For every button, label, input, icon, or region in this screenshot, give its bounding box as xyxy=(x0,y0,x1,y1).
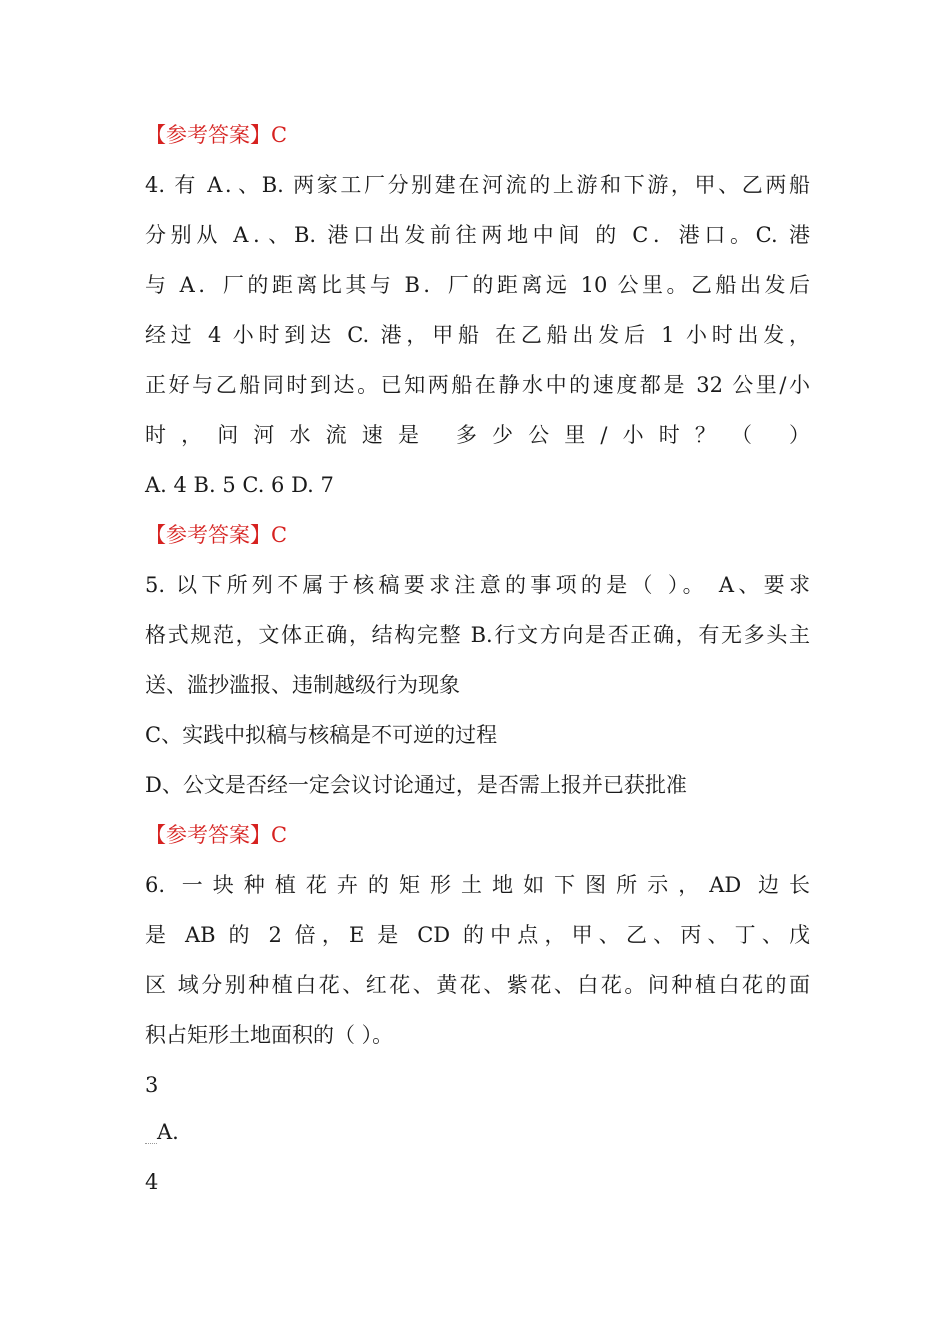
question-5-line: 送、滥抄滥报、违制越级行为现象 xyxy=(145,673,460,697)
question-5-option-c: C、实践中拟稿与核稿是不可逆的过程 xyxy=(145,723,498,747)
answer-line: 【参考答案】C xyxy=(145,823,288,847)
fraction-bar xyxy=(145,1143,157,1145)
question-4-line: 分别从 A．、B. 港口出发前往两地中间 的 C．港口。C. 港 xyxy=(145,223,810,247)
question-5-option-d: D、公文是否经一定会议讨论通过，是否需上报并已获批准 xyxy=(145,773,687,797)
question-4-options: A. 4 B. 5 C. 6 D. 7 xyxy=(145,473,334,497)
question-4-line: 正好与乙船同时到达。已知两船在静水中的速度都是 32 公里/小 xyxy=(145,373,810,397)
question-6-line: 区 域分别种植白花、红花、黄花、紫花、白花。问种植白花的面 xyxy=(145,973,810,997)
question-5-line: 5. 以下所列不属于核稿要求注意的事项的是（ ）。 A、要求 xyxy=(145,573,810,597)
question-4-line: 与 A．厂的距离比其与 B．厂的距离远 10 公里。乙船出发后 xyxy=(145,273,810,297)
question-6-line: 6. 一块种植花卉的矩形土地如下图所示，AD 边长 xyxy=(145,873,810,897)
question-4-line: 4. 有 A．、B. 两家工厂分别建在河流的上游和下游，甲、乙两船 xyxy=(145,173,810,197)
answer-line: 【参考答案】C xyxy=(145,123,288,147)
question-4-line: 时，问河水流速是 多少公里/小时？（ ） xyxy=(145,423,810,447)
question-4-line: 经过 4 小时到达 C. 港，甲船 在乙船出发后 1 小时出发， xyxy=(145,323,810,347)
answer-line: 【参考答案】C xyxy=(145,523,288,547)
question-6-line: 是 AB 的 2 倍，E 是 CD 的中点，甲、乙、丙、丁、戊 xyxy=(145,923,810,947)
question-5-line: 格式规范，文体正确，结构完整 B.行文方向是否正确，有无多头主 xyxy=(145,623,810,647)
option-a-label: A. xyxy=(157,1120,179,1144)
fraction-denominator: 4 xyxy=(145,1170,159,1194)
fraction-numerator: 3 xyxy=(145,1073,159,1097)
question-6-line: 积占矩形土地面积的（ ）。 xyxy=(145,1023,394,1047)
